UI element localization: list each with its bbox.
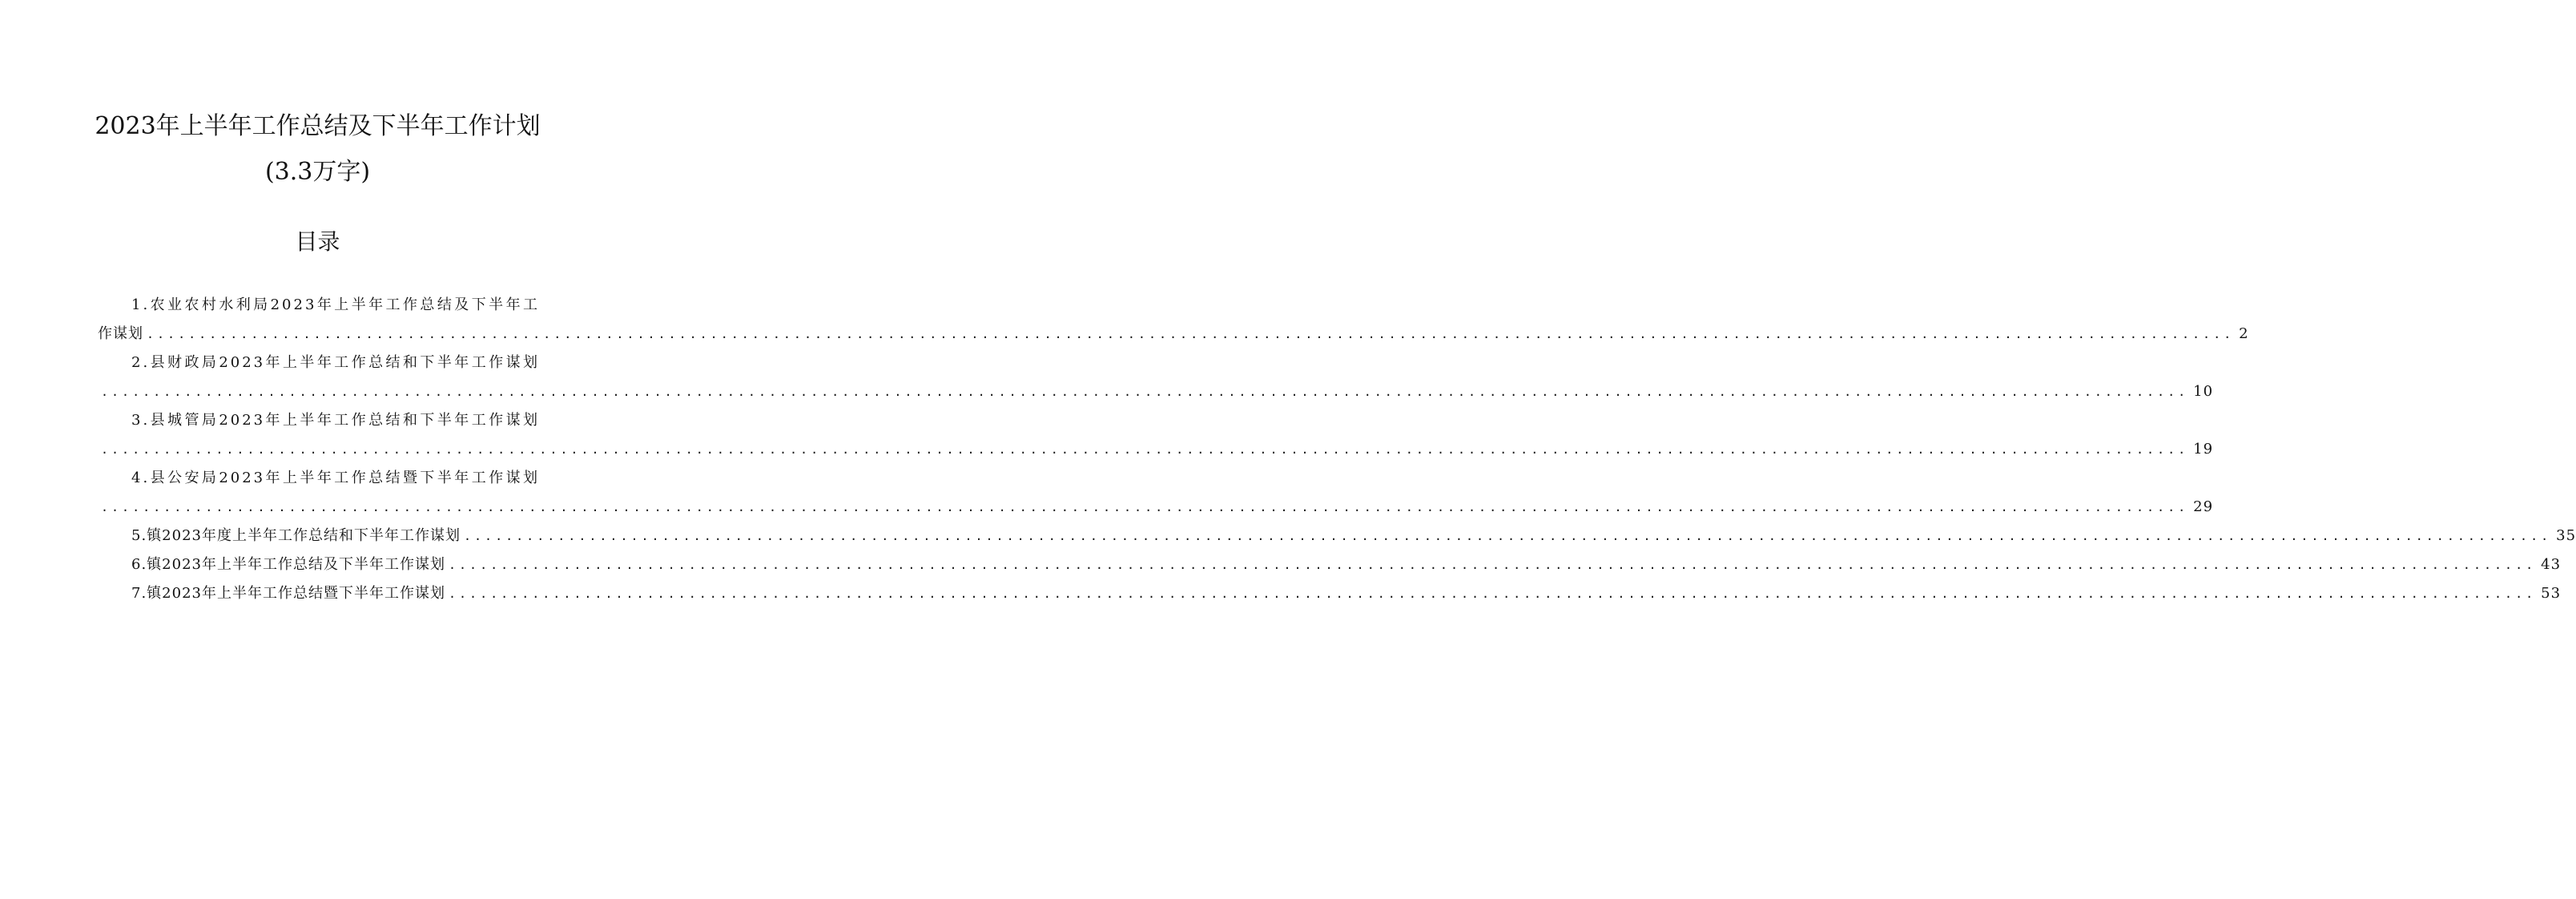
- document-title: 2023年上半年工作总结及下半年工作计划: [95, 112, 541, 140]
- toc-leader-dots: ........................................................................................................................................................................................................: [463, 529, 2552, 543]
- toc-entry-7[interactable]: [98, 582, 2562, 611]
- toc-entry-title: 6.镇2023年上半年工作总结及下半年工作谋划: [131, 556, 445, 573]
- toc-entry-4-leader[interactable]: [98, 495, 2214, 524]
- toc-entry-title: 3.县城管局2023年上半年工作总结和下半年工作谋划: [131, 412, 540, 429]
- toc-entry-4[interactable]: [98, 466, 540, 495]
- toc-entry-3[interactable]: [98, 409, 540, 437]
- toc-page-number: 10: [2193, 383, 2214, 400]
- toc-entry-title-continued: 作谋划: [98, 325, 143, 342]
- table-of-contents: [98, 293, 2576, 611]
- toc-page-number: 19: [2193, 441, 2214, 458]
- toc-entry-title: 7.镇2023年上半年工作总结暨下半年工作谋划: [131, 585, 445, 602]
- toc-leader-dots: ........................................................................................................................................................................................................: [448, 587, 2537, 601]
- toc-entry-title: 1.农业农村水利局2023年上半年工作总结及下半年工: [131, 296, 540, 313]
- toc-entry-1-continued[interactable]: [98, 322, 2249, 351]
- toc-page-number: 2: [2239, 325, 2249, 342]
- toc-entry-title: 4.县公安局2023年上半年工作总结暨下半年工作谋划: [131, 470, 540, 486]
- toc-heading: 目录: [295, 228, 340, 255]
- toc-entry-2-leader[interactable]: [98, 380, 2214, 409]
- toc-page-number: 35: [2556, 527, 2576, 544]
- toc-entry-3-leader[interactable]: [98, 437, 2214, 466]
- toc-page-number: 29: [2193, 498, 2214, 515]
- toc-entry-title: 5.镇2023年度上半年工作总结和下半年工作谋划: [131, 527, 461, 544]
- toc-leader-dots: ........................................................................................................................................................................................................: [448, 558, 2537, 572]
- toc-page-number: 53: [2541, 585, 2562, 602]
- document-subtitle: (3.3万字): [264, 158, 371, 186]
- toc-entry-title: 2.县财政局2023年上半年工作总结和下半年工作谋划: [131, 354, 540, 371]
- toc-entry-6[interactable]: [98, 553, 2562, 582]
- toc-leader-dots: ........................................................................................................................................................................................................: [101, 500, 2189, 514]
- toc-leader-dots: ........................................................................................................................................................................................................: [147, 327, 2235, 341]
- toc-entry-5[interactable]: [98, 524, 2576, 553]
- toc-leader-dots: ........................................................................................................................................................................................................: [101, 385, 2189, 399]
- toc-page-number: 43: [2541, 556, 2562, 573]
- toc-leader-dots: ........................................................................................................................................................................................................: [101, 442, 2189, 457]
- toc-entry-1[interactable]: [98, 293, 540, 322]
- toc-entry-2[interactable]: [98, 351, 540, 380]
